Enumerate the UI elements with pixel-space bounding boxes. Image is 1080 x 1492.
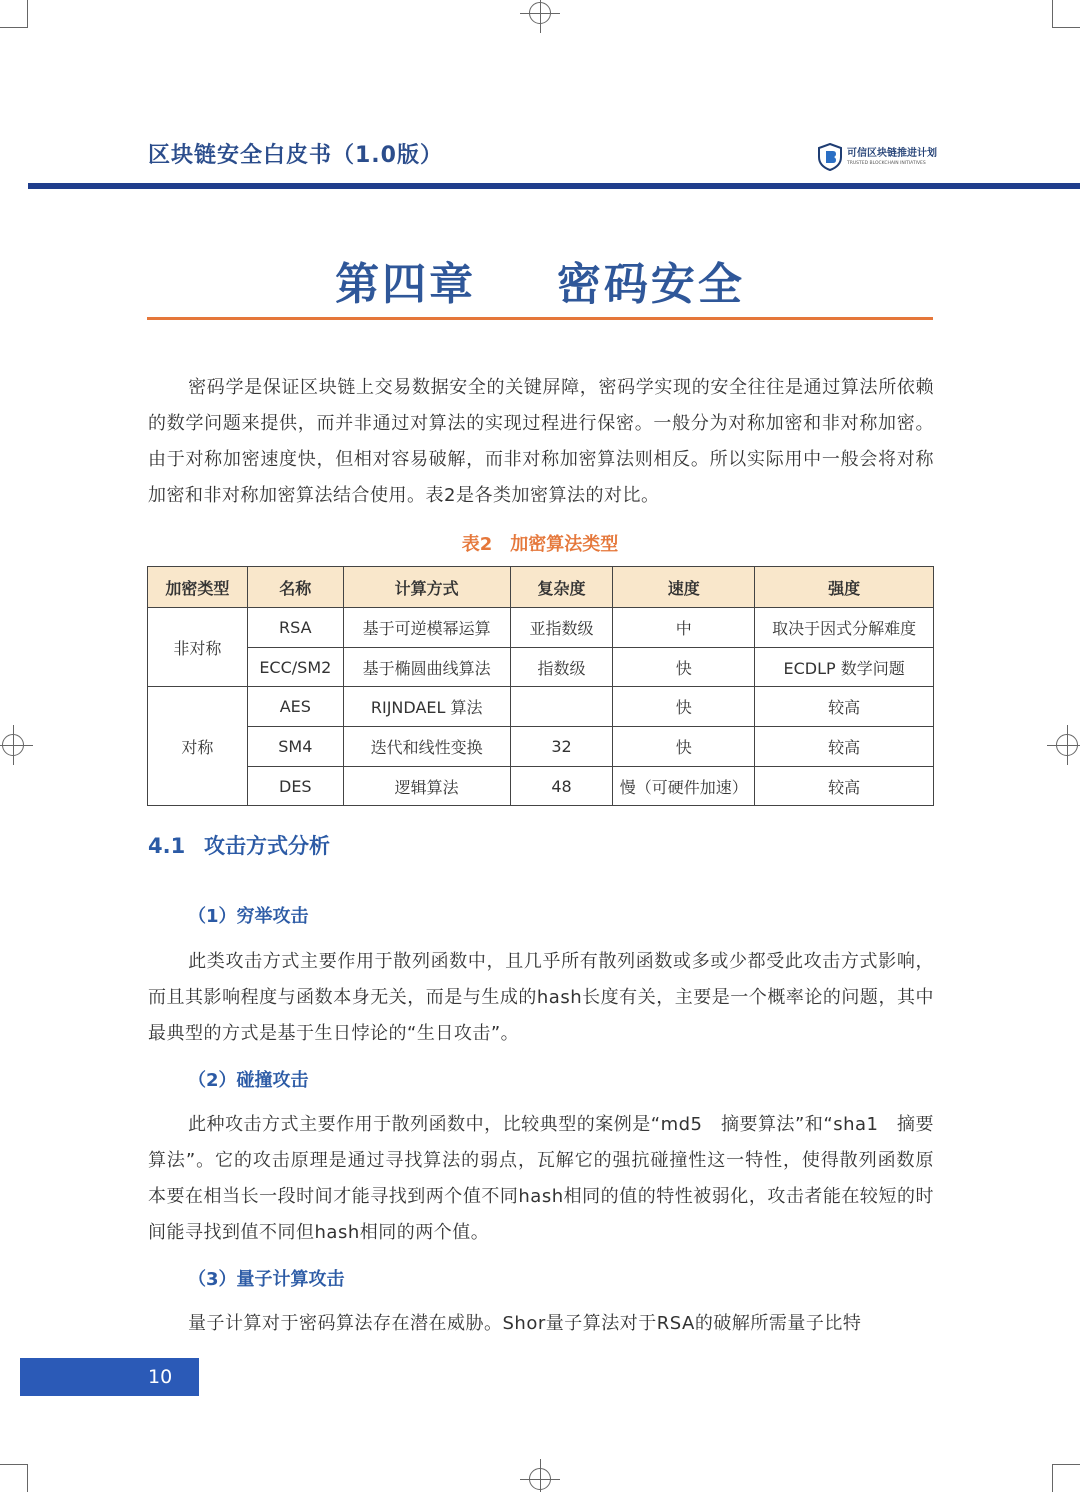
- registration-mark-bottom: [529, 1468, 551, 1490]
- table-cell-strength: 较高: [755, 727, 934, 767]
- table-cell-strength: ECDLP 数学问题: [755, 647, 934, 687]
- table-cell-method: 基于椭圆曲线算法: [343, 647, 510, 687]
- subsection-paragraph: [148, 944, 934, 1052]
- crop-mark-top-left-v: [27, 0, 28, 28]
- section-heading: [148, 830, 330, 860]
- table-cell-method: 基于可逆模幂运算: [343, 608, 510, 648]
- table-row: [148, 608, 934, 648]
- crop-mark-top-left-h: [0, 27, 28, 28]
- logo-english-text: TRUSTED BLOCKCHAIN INITIATIVES: [847, 160, 926, 166]
- shield-logo-icon: [818, 143, 842, 171]
- registration-mark-left: [2, 734, 24, 756]
- table-cell-strength: 较高: [755, 766, 934, 806]
- section-title: 攻击方式分析: [204, 834, 330, 858]
- page-number: 10: [148, 1366, 173, 1388]
- table-header-cell: 复杂度: [510, 567, 613, 608]
- header-rule: [28, 183, 1080, 189]
- table-cell-speed: 中: [613, 608, 755, 648]
- table-cell-speed: 快: [613, 687, 755, 727]
- crop-mark-bottom-right-v: [1052, 1464, 1053, 1492]
- subsection-paragraph: [148, 1306, 934, 1342]
- table-cell-complexity: [510, 687, 613, 727]
- table-cell-complexity: 48: [510, 766, 613, 806]
- table-row: [148, 727, 934, 767]
- crop-mark-bottom-right-h: [1052, 1464, 1080, 1465]
- subsection-title: （1）穷举攻击: [188, 906, 309, 927]
- header-logo: [818, 143, 937, 171]
- crop-mark-top-right-h: [1052, 27, 1080, 28]
- table-cell-complexity: 指数级: [510, 647, 613, 687]
- table-group-cell: 非对称: [148, 608, 248, 687]
- section-number: 4.1: [148, 834, 186, 858]
- encryption-algorithm-table: [147, 566, 934, 806]
- logo-chinese-text: 可信区块链推进计划: [847, 147, 937, 159]
- chapter-number: 第四章: [335, 259, 477, 310]
- subsection-paragraph-text: 此类攻击方式主要作用于散列函数中，且几乎所有散列函数或多或少都受此攻击方式影响，而且其影响程度与函数本身无关，而是与生成的hash长度有关，主要是一个概率论的问题，其中最典型的方式是基于生日悖论的“生日攻击”。: [148, 951, 934, 1044]
- table-cell-strength: 取决于因式分解难度: [755, 608, 934, 648]
- table-row: [148, 647, 934, 687]
- running-header-title: 区块链安全白皮书（1.0版）: [148, 143, 443, 168]
- table-cell-name: DES: [247, 766, 343, 806]
- table-cell-method: 迭代和线性变换: [343, 727, 510, 767]
- table-cell-name: RSA: [247, 608, 343, 648]
- table-header-cell: 强度: [755, 567, 934, 608]
- table-cell-method: RIJNDAEL 算法: [343, 687, 510, 727]
- registration-mark-right: [1056, 734, 1078, 756]
- crop-mark-bottom-left-v: [27, 1464, 28, 1492]
- table-row: [148, 766, 934, 806]
- intro-paragraph: [148, 370, 934, 514]
- table-cell-method: 逻辑算法: [343, 766, 510, 806]
- table-cell-complexity: 亚指数级: [510, 608, 613, 648]
- table-cell-name: AES: [247, 687, 343, 727]
- table-cell-name: SM4: [247, 727, 343, 767]
- table-cell-strength: 较高: [755, 687, 934, 727]
- subsection-title: （2）碰撞攻击: [188, 1070, 309, 1091]
- chapter-name: 密码安全: [556, 259, 745, 310]
- subsection-paragraph-text: 量子计算对于密码算法存在潜在威胁。Shor量子算法对于RSA的破解所需量子比特: [188, 1313, 862, 1334]
- subsection-paragraph-text: 此种攻击方式主要作用于散列函数中，比较典型的案例是“md5 摘要算法”和“sha1 摘要算法”。它的攻击原理是通过寻找算法的弱点，瓦解它的强抗碰撞性这一特性，使得散列函数原本要在相当长一段时间才能寻找到两个值不同hash相同的值的特性被弱化，攻击者能在较短的时间能寻找到值不同但hash相同的两个值。: [148, 1114, 934, 1243]
- table-cell-speed: 快: [613, 727, 755, 767]
- table-cell-complexity: 32: [510, 727, 613, 767]
- table-cell-speed: 快: [613, 647, 755, 687]
- chapter-title: [0, 248, 1080, 312]
- table-header-cell: 名称: [247, 567, 343, 608]
- table-header-cell: 速度: [613, 567, 755, 608]
- table-header-row: [148, 567, 934, 608]
- chapter-rule: [147, 317, 933, 320]
- subsection-title: （3）量子计算攻击: [188, 1269, 345, 1290]
- crop-mark-bottom-left-h: [0, 1464, 28, 1465]
- table-cell-name: ECC/SM2: [247, 647, 343, 687]
- table-header-cell: 计算方式: [343, 567, 510, 608]
- subsection-paragraph: [148, 1107, 934, 1251]
- registration-mark-top: [529, 2, 551, 24]
- table-row: [148, 687, 934, 727]
- table-header-cell: 加密类型: [148, 567, 248, 608]
- table-group-cell: 对称: [148, 687, 248, 806]
- table-cell-speed: 慢（可硬件加速）: [613, 766, 755, 806]
- intro-paragraph-text: 密码学是保证区块链上交易数据安全的关键屏障，密码学实现的安全往往是通过算法所依赖的数学问题来提供，而并非通过对算法的实现过程进行保密。一般分为对称加密和非对称加密。由于对称加密速度快，但相对容易破解，而非对称加密算法则相反。所以实际用中一般会将对称加密和非对称加密算法结合使用。表2是各类加密算法的对比。: [148, 377, 934, 506]
- crop-mark-top-right-v: [1052, 0, 1053, 28]
- table-caption: 表2 加密算法类型: [461, 534, 619, 555]
